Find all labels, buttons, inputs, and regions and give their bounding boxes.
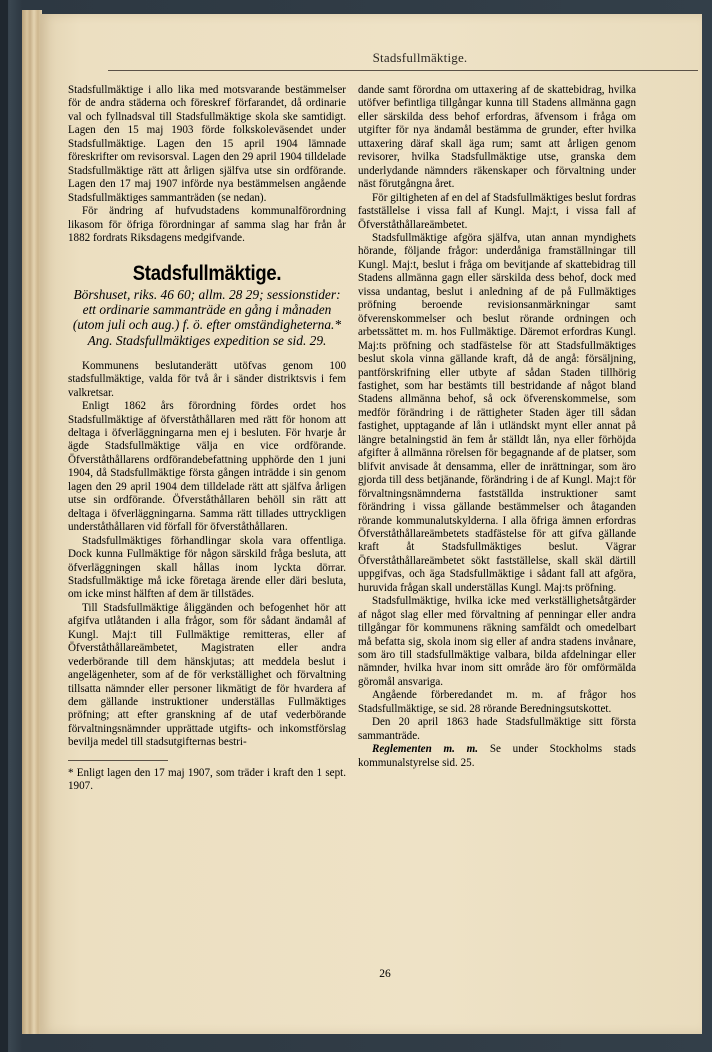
section-title: Stadsfullmäktige. (132, 262, 282, 286)
intro-paragraph-2: För ändring af hufvudstadens kommunalförordning likasom för öfriga förordningar af samma slag har från år 1882 fordrats Riksdagens medgifvande. (68, 205, 346, 244)
right-paragraph-2: För giltigheten af en del af Stadsfullmäktiges beslut fordras fastställelse i vissa fall af Kungl. Maj:t, i vissa fall af Öfverståthållareämbetet. (358, 191, 636, 231)
page-number: 26 (379, 968, 391, 980)
right-paragraph-6: Den 20 april 1863 hade Stadsfullmäktige sitt första sammanträde. (358, 716, 636, 742)
right-paragraph-4: Stadsfullmäktige, hvilka icke med verkställighetsåtgärder af något slag eller med förvaltning af penningar eller andra tillgångar för kommunens räkning samfäldt och omedelbart må befatta sig, skola inom sig eller af andra stadens invånare, som äro till stadsfullmäktige valbara, bilda afdelningar eller nämnder, hvilka hvar inom sitt område äro för omförmälda göromål ansvariga. (358, 595, 636, 688)
body-paragraph-3: Stadsfullmäktiges förhandlingar skola vara offentliga. Dock kunna Fullmäktige för någon särskild fråga besluta, att öfverläggningen skall hållas inom lyckta dörrar. Stadsfullmäktige må icke företaga ärende eller däri besluta, om icke minst hälften af dem är tillstädes. (68, 534, 346, 601)
footnote: * Enligt lagen den 17 maj 1907, som träder i kraft den 1 sept. 1907. (68, 766, 346, 793)
page-edges (22, 10, 42, 1034)
header-rule (108, 70, 698, 71)
right-paragraph-5: Angående förberedandet m. m. af frågor hos Stadsfullmäktige, se sid. 28 rörande Beredningsutskottet. (358, 689, 636, 715)
body-paragraph-1: Kommunens beslutanderätt utöfvas genom 100 stadsfullmäktige, valda för två år i sänder distriktsvis i fem valkretsar. (68, 359, 346, 399)
intro-paragraph-1: Stadsfullmäktige i allo lika med motsvarande bestämmelser för de andra städerna och föreskref förfarandet, då ordinarie val och fyllnadsval till Stadsfullmäktige skola ske samtidigt. Lagen den 15 maj 1903 förde folkskoleväsendet under Stadsfullmäktige. Lagen den 15 april 1904 lämnade föreskrifter om revisorsval. Lagen den 29 april 1904 tilldelade Stadsfullmäktige rätt att årligen själfva utse sin ordförande. Lagen den 17 maj 1907 införde nya bestämmelsen angående Stadsfullmäktiges sammanträden (se nedan). (68, 84, 346, 204)
right-paragraph-1: dande samt förordna om uttaxering af de skattebidrag, hvilka utöfver befintliga tillgångar kunna till Stadens allmänna gagn eller särskilda dess behof erfordras, äfvensom i fråga om utgifter för nya ändamål bestämma de grunder, efter hvilka uttaxering däraf skall äga rum; samt att årligen genom revisorer, hvilka Stadsfullmäktige utse, granska dem underlydande nämnders räkenskaper och förvaltning under näst förutgångna året. (358, 84, 636, 191)
reglementen-paragraph (358, 743, 636, 770)
right-paragraph-3: Stadsfullmäktige afgöra själfva, utan annan myndighets hörande, följande frågor: underdåniga framställningar till Kungl. Maj:t, beslut i fråga om bevitjande af skattebidrag till Stadens allmänna gagn eller särskilda dess behof, dock med vissa undantag, beslut i anledning af de på Fullmäktiges pröfning beroende revisionsanmärkningar samt öfverenskommelser och beslut rörande ordningen och arbetssättet m. m. hos Fullmäktige. Däremot erfordras Kungl. Maj:ts pröfning och stadfästelse för att Stadsfullmäktiges beslut skola vinna gällande kraft, då de angå: försäljning, pantförskrifning eller utbyte af sådan Staden tillhörig fastighet, som har bestämts till bestridande af något bland Stadens allmänna behof, så ock öfverenskommelse, som medför förändring i de rättigheter Staden äger till sådan fastighet, upptagande af lån i utländskt mynt eller annat på längre betalningstid än fem år ställdt lån, nya eller förhöjda afgifter å allmänna rörelsen för begagnande af de platser, som blifvit anvisade åt densamma, eller de inrättningar, som äro gjorda till dess betjänande, förändring i de af Kungl. Maj:t för förvaltningsnämnderna fastställda instruktioner samt förändring i vissa gällande bestämmelser och åtaganden rörande kommunalutskylderna. I alla öfriga ämnen erfordras Öfverståthållareämbetets stadfästelse för att gifva gällande kraft åt Stadsfullmäktiges beslut. Vägrar Öfverståthållareämbetet sökt fastställelse, skall skäl därtill uppgifvas, och äga Stadsfullmäktige i sådant fall att afgöra, huruvida frågan skall underställas Kungl. Maj:ts pröfning. (358, 231, 636, 594)
section-info: Börshuset, riks. 46 60; allm. 28 29; sessionstider: ett ordinarie sammanträde en gång i månaden (utom juli och aug.) f. ö. efter omständigheterna.* Ang. Stadsfullmäktiges expedition se sid. 29. (72, 286, 342, 348)
left-column (68, 84, 346, 794)
body-paragraph-4: Till Stadsfullmäktige åliggänden och befogenhet hör att afgifva utlåtanden i alla frågor, som för sådant ändamål af Kungl. Maj:t till Fullmäktige remitteras, eller af Öfverståthållareämbetet, Magistraten eller andra vederbörande till dem hänskjutas; att meddela beslut i angelägenheter, som af de för verkställighet och förvaltning tillsatta nämnder eller personer likmätigt de för hvardera af dem gällande instruktioner underställas Fullmäktiges pröfning; att efter granskning af de utaf vederbörande förvaltningsnämnder upprättade utgifts- och inkomstförslag bevilja medel till stadsutgifternas bestri- (68, 601, 346, 749)
reglementen-label: Reglementen m. m. (372, 743, 479, 756)
footnote-rule (68, 760, 168, 761)
running-head: Stadsfullmäktige. (372, 50, 468, 65)
right-column (358, 84, 636, 770)
reglementen-text: Se under Stockholms stads kommunalstyrelse sid. 25. (358, 743, 636, 769)
body-paragraph-2: Enligt 1862 års förordning fördes ordet hos Stadsfullmäktige af öfverståthållaren med rätt för honom att deltaga i öfverläggningarna men ej i besluten. För hvarje år ägde Stadsfullmäktige välja en vice ordförande. Öfverståthållarens ordförandebefattning upphörde den 1 juni 1904, då Stadsfullmäktige första gången inträdde i sin genom lagen den 29 april 1904 dem tilldelade rätt att själfva årligen utse sin ordförande. Öfverståthållaren behöll sin rätt att deltaga i öfverläggningarna. Samma rätt tillades uttryckligen underståthållaren vid förfall för öfverståthållaren. (68, 400, 346, 534)
binding-stripe (0, 0, 8, 1052)
